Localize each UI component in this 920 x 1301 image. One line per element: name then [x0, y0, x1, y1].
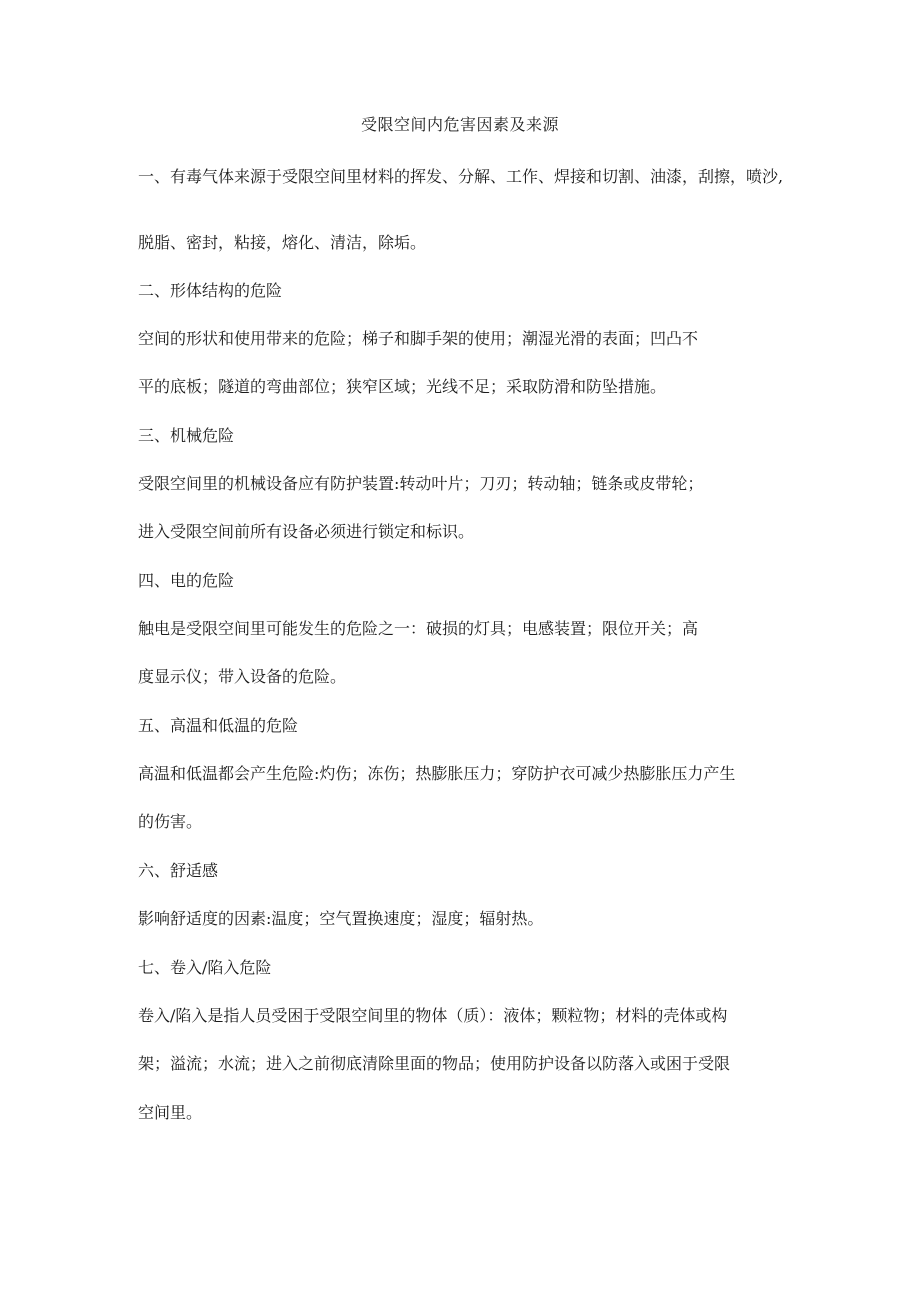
section-6-heading: 六、舒适感 — [138, 861, 219, 880]
section-5-text: 高温和低温都会产生危险:灼伤；冻伤；热膨胀压力；穿防护衣可减少热膨胀压力产生 — [138, 764, 736, 783]
section-2-text-cont: 平的底板；隧道的弯曲部位；狭窄区域；光线不足；采取防滑和防坠措施。 — [138, 377, 667, 396]
section-5-heading: 五、高温和低温的危险 — [138, 716, 299, 735]
section-6-text: 影响舒适度的因素:温度；空气置换速度；湿度；辐射热。 — [138, 909, 544, 928]
section-4-heading: 四、电的危险 — [138, 571, 235, 590]
section-3-text: 受限空间里的机械设备应有防护装置:转动叶片；刀刃；转动轴；链条或皮带轮； — [138, 474, 704, 493]
section-2-text: 空间的形状和使用带来的危险；梯子和脚手架的使用；潮湿光滑的表面；凹凸不 — [138, 329, 699, 348]
section-7-heading: 七、卷入/陷入危险 — [138, 958, 272, 977]
section-7-text-cont: 架；溢流；水流；进入之前彻底清除里面的物品；使用防护设备以防落入或困于受限 — [138, 1054, 731, 1073]
section-3-heading: 三、机械危险 — [138, 426, 235, 445]
section-1-text: 一、有毒气体来源于受限空间里材料的挥发、分解、工作、焊接和切割、油漆，刮擦，喷沙, — [138, 167, 784, 186]
document-title: 受限空间内危害因素及来源 — [360, 115, 559, 134]
section-3-text-cont: 进入受限空间前所有设备必须进行锁定和标识。 — [138, 522, 475, 541]
section-1-text-cont: 脱脂、密封，粘接，熔化、清洁，除垢。 — [138, 233, 427, 252]
section-5-text-cont: 的伤害。 — [138, 812, 203, 831]
section-4-text-cont: 度显示仪；带入设备的危险。 — [138, 667, 347, 686]
section-4-text: 触电是受限空间里可能发生的危险之一：破损的灯具；电感装置；限位开关；高 — [138, 619, 699, 638]
section-2-heading: 二、形体结构的危险 — [138, 281, 283, 300]
section-7-text: 卷入/陷入是指人员受困于受限空间里的物体（质）：液体；颗粒物；材料的壳体或构 — [138, 1006, 728, 1025]
section-7-text-end: 空间里。 — [138, 1103, 203, 1122]
